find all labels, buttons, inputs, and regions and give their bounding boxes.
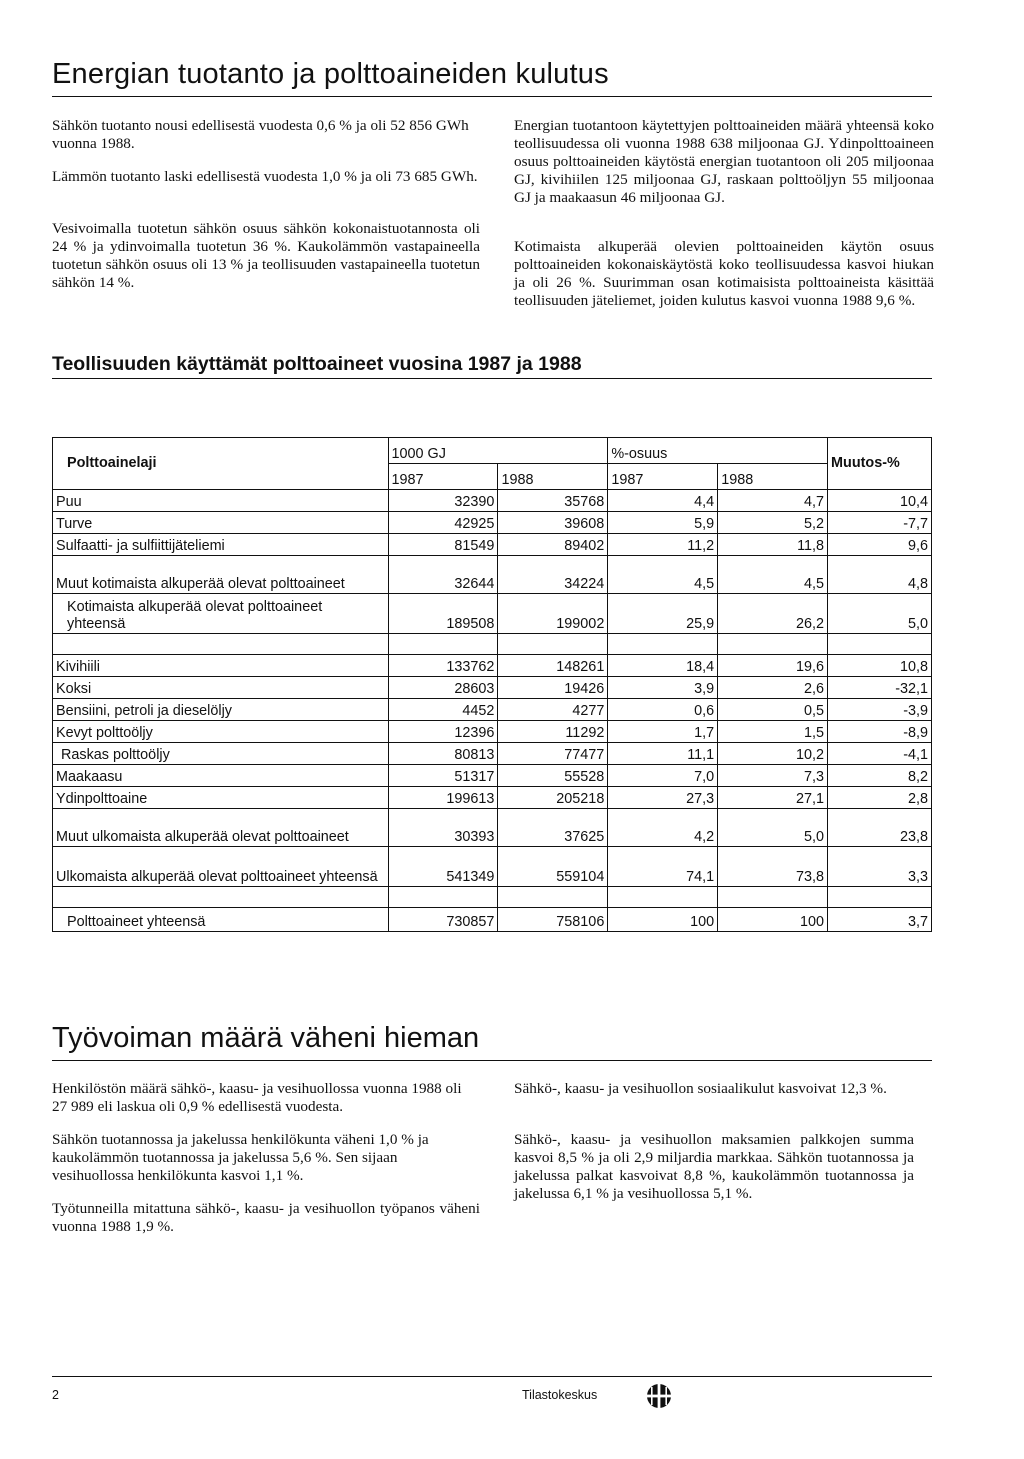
- cell-share-1988: 26,2: [718, 594, 828, 634]
- cell-share-1987: 100: [608, 908, 718, 932]
- cell-gj-1987: 81549: [388, 534, 498, 556]
- table-row: [53, 809, 932, 847]
- cell-gj-1987: 28603: [388, 677, 498, 699]
- table-row: [53, 534, 932, 556]
- table-title: Teollisuuden käyttämät polttoaineet vuosina 1987 ja 1988: [52, 353, 582, 375]
- paragraph-fuel-consumption: Energian tuotantoon käytettyjen polttoaineiden määrä yhteensä koko teollisuudessa oli vuonna 1988 638 miljoonaa GJ. Ydinpolttoaineen osuus polttoaineiden käytöstä energian tuotantoon oli 205 miljoonaa GJ, kivihiilen 125 miljoonaa GJ, raskaan polttoöljyn 55 miljoonaa GJ ja maakaasun 46 miljoonaa GJ.: [514, 117, 934, 206]
- cell-share-1987: 0,6: [608, 699, 718, 721]
- table-spacer-row: [53, 634, 932, 655]
- cell-gj-1988: 35768: [498, 490, 608, 512]
- table-row-total: [53, 908, 932, 932]
- paragraph-personnel-by-sector: Sähkön tuotannossa ja jakelussa henkilökunta väheni 1,0 % ja kaukolämmön tuotannossa ja jakelussa 5,6 %. Sen sijaan vesihuollossa henkilökunta kasvoi 1,1 %.: [52, 1131, 429, 1184]
- page-number: 2: [52, 1388, 59, 1402]
- cell-gj-1988: 205218: [498, 787, 608, 809]
- cell-gj-1987: 199613: [388, 787, 498, 809]
- cell-share-1988: 4,5: [718, 556, 828, 594]
- cell-gj-1988: 77477: [498, 743, 608, 765]
- cell-change: 4,8: [828, 556, 932, 594]
- cell-gj-1987: 4452: [388, 699, 498, 721]
- table-row-subtotal: [53, 847, 932, 887]
- publisher-name: Tilastokeskus: [522, 1388, 598, 1402]
- section-title-workforce: Työvoiman määrä väheni hieman: [52, 1022, 480, 1054]
- row-label: Sulfaatti- ja sulfiittijäteliemi: [53, 534, 389, 556]
- row-label: Ydinpolttoaine: [53, 787, 389, 809]
- cell-share-1988: 1,5: [718, 721, 828, 743]
- cell-change: -4,1: [828, 743, 932, 765]
- cell-change: -32,1: [828, 677, 932, 699]
- cell-share-1988: 73,8: [718, 847, 828, 887]
- cell-share-1987: 5,9: [608, 512, 718, 534]
- cell-share-1987: 7,0: [608, 765, 718, 787]
- row-label: Polttoaineet yhteensä: [53, 908, 389, 932]
- paragraph-social-costs: Sähkö-, kaasu- ja vesihuollon sosiaalikulut kasvoivat 12,3 %.: [514, 1080, 887, 1097]
- cell-share-1987: 1,7: [608, 721, 718, 743]
- header-share: %-osuus: [608, 438, 828, 464]
- fuel-table: [52, 437, 932, 932]
- section3-title-rule: [52, 1060, 932, 1061]
- table-row: [53, 743, 932, 765]
- cell-gj-1988: 199002: [498, 594, 608, 634]
- paragraph-hydro-nuclear-share: Vesivoimalla tuotetun sähkön osuus sähkön kokonaistuotannosta oli 24 % ja ydinvoimalla tuotetun 36 %. Kaukolämmön vastapaineella tuotetun sähkön osuus oli 13 % ja teollisuuden vastapaineella tuotetun sähkön 14 %.: [52, 220, 480, 291]
- cell-share-1988: 10,2: [718, 743, 828, 765]
- cell-gj-1987: 32390: [388, 490, 498, 512]
- row-label: Ulkomaista alkuperää olevat polttoaineet yhteensä: [53, 847, 389, 887]
- cell-change: 8,2: [828, 765, 932, 787]
- header-year-share-1987: 1987: [608, 464, 718, 490]
- paragraph-working-hours: Työtunneilla mitattuna sähkö-, kaasu- ja vesihuollon työpanos väheni vuonna 1988 1,9 %.: [52, 1200, 480, 1235]
- cell-gj-1988: 34224: [498, 556, 608, 594]
- cell-gj-1988: 559104: [498, 847, 608, 887]
- cell-share-1987: 11,1: [608, 743, 718, 765]
- cell-gj-1987: 42925: [388, 512, 498, 534]
- cell-gj-1987: 730857: [388, 908, 498, 932]
- row-label: Kotimaista alkuperää olevat polttoaineet yhteensä: [53, 594, 389, 634]
- header-year-share-1988: 1988: [718, 464, 828, 490]
- cell-change: 10,8: [828, 655, 932, 677]
- cell-gj-1987: 30393: [388, 809, 498, 847]
- cell-gj-1987: 12396: [388, 721, 498, 743]
- header-change: Muutos-%: [828, 438, 932, 490]
- cell-change: 3,3: [828, 847, 932, 887]
- table-row: [53, 787, 932, 809]
- paragraph-electricity-production: Sähkön tuotanto nousi edellisestä vuodesta 0,6 % ja oli 52 856 GWh vuonna 1988.: [52, 117, 469, 152]
- cell-change: 5,0: [828, 594, 932, 634]
- cell-change: -8,9: [828, 721, 932, 743]
- cell-share-1988: 2,6: [718, 677, 828, 699]
- cell-gj-1987: 51317: [388, 765, 498, 787]
- paragraph-domestic-fuels: Kotimaista alkuperää olevien polttoaineiden käytön osuus polttoaineiden kokonaiskäytöstä koko teollisuudessa kasvoi hiukan ja oli 26 %. Suurimman osan kotimaisista polttoaineista käsittää teollisuuden jäteliemet, joiden kulutus kasvoi vuonna 1988 9,6 %.: [514, 238, 934, 309]
- cell-gj-1987: 189508: [388, 594, 498, 634]
- cell-change: 2,8: [828, 787, 932, 809]
- table-row: [53, 765, 932, 787]
- header-1000gj: 1000 GJ: [388, 438, 608, 464]
- paragraph-wages: Sähkö-, kaasu- ja vesihuollon maksamien palkkojen summa kasvoi 8,5 % ja oli 2,9 miljardia markkaa. Sähkön tuotannossa ja jakelussa palkat kasvoivat 8,8 %, kaukolämmön tuotannossa ja jakelussa 6,1 % ja vesihuollossa 5,1 %.: [514, 1131, 914, 1202]
- row-label: Kevyt polttoöljy: [53, 721, 389, 743]
- cell-gj-1988: 55528: [498, 765, 608, 787]
- row-label: Muut kotimaista alkuperää olevat polttoaineet: [53, 556, 389, 594]
- row-label: Koksi: [53, 677, 389, 699]
- cell-share-1987: 3,9: [608, 677, 718, 699]
- cell-change: -3,9: [828, 699, 932, 721]
- table-row: [53, 699, 932, 721]
- section-title-energy-production: Energian tuotanto ja polttoaineiden kulutus: [52, 58, 609, 90]
- paragraph-heat-production: Lämmön tuotanto laski edellisestä vuodesta 1,0 % ja oli 73 685 GWh.: [52, 168, 478, 185]
- cell-share-1987: 25,9: [608, 594, 718, 634]
- cell-share-1988: 11,8: [718, 534, 828, 556]
- title-rule: [52, 96, 932, 97]
- paragraph-personnel-count: Henkilöstön määrä sähkö-, kaasu- ja vesihuollossa vuonna 1988 oli 27 989 eli laskua oli 0,9 % edellisestä vuodesta.: [52, 1080, 462, 1115]
- cell-share-1988: 5,2: [718, 512, 828, 534]
- cell-share-1988: 7,3: [718, 765, 828, 787]
- cell-share-1987: 4,5: [608, 556, 718, 594]
- cell-share-1987: 18,4: [608, 655, 718, 677]
- cell-change: -7,7: [828, 512, 932, 534]
- cell-share-1988: 100: [718, 908, 828, 932]
- table-title-rule: [52, 378, 932, 379]
- table-row: [53, 721, 932, 743]
- cell-share-1988: 5,0: [718, 809, 828, 847]
- cell-gj-1988: 89402: [498, 534, 608, 556]
- table-row: [53, 512, 932, 534]
- table-spacer-row: [53, 887, 932, 908]
- cell-share-1987: 74,1: [608, 847, 718, 887]
- table-row: [53, 677, 932, 699]
- cell-gj-1988: 758106: [498, 908, 608, 932]
- row-label: Puu: [53, 490, 389, 512]
- cell-change: 3,7: [828, 908, 932, 932]
- header-year-gj-1987: 1987: [388, 464, 498, 490]
- cell-gj-1988: 19426: [498, 677, 608, 699]
- table-row: [53, 655, 932, 677]
- row-label: Raskas polttoöljy: [53, 743, 389, 765]
- cell-gj-1988: 39608: [498, 512, 608, 534]
- cell-gj-1987: 133762: [388, 655, 498, 677]
- cell-gj-1987: 32644: [388, 556, 498, 594]
- footer-rule: [52, 1376, 932, 1377]
- cell-share-1987: 27,3: [608, 787, 718, 809]
- cell-share-1987: 4,4: [608, 490, 718, 512]
- row-label: Turve: [53, 512, 389, 534]
- header-fuel-type: Polttoainelaji: [53, 438, 389, 490]
- cell-share-1988: 0,5: [718, 699, 828, 721]
- cell-gj-1988: 11292: [498, 721, 608, 743]
- table-header-row: [53, 438, 932, 464]
- cell-gj-1988: 4277: [498, 699, 608, 721]
- cell-change: 9,6: [828, 534, 932, 556]
- row-label: Kivihiili: [53, 655, 389, 677]
- row-label: Maakaasu: [53, 765, 389, 787]
- header-year-gj-1988: 1988: [498, 464, 608, 490]
- cell-change: 10,4: [828, 490, 932, 512]
- cell-gj-1988: 148261: [498, 655, 608, 677]
- table-row: [53, 556, 932, 594]
- table-row: [53, 490, 932, 512]
- row-label: Muut ulkomaista alkuperää olevat polttoaineet: [53, 809, 389, 847]
- cell-gj-1987: 541349: [388, 847, 498, 887]
- cell-change: 23,8: [828, 809, 932, 847]
- cell-gj-1987: 80813: [388, 743, 498, 765]
- cell-share-1988: 19,6: [718, 655, 828, 677]
- row-label: Bensiini, petroli ja dieselöljy: [53, 699, 389, 721]
- cell-share-1987: 11,2: [608, 534, 718, 556]
- cell-share-1987: 4,2: [608, 809, 718, 847]
- cell-gj-1988: 37625: [498, 809, 608, 847]
- cell-share-1988: 4,7: [718, 490, 828, 512]
- table-row-subtotal: [53, 594, 932, 634]
- tilastokeskus-logo-icon: [645, 1382, 673, 1410]
- cell-share-1988: 27,1: [718, 787, 828, 809]
